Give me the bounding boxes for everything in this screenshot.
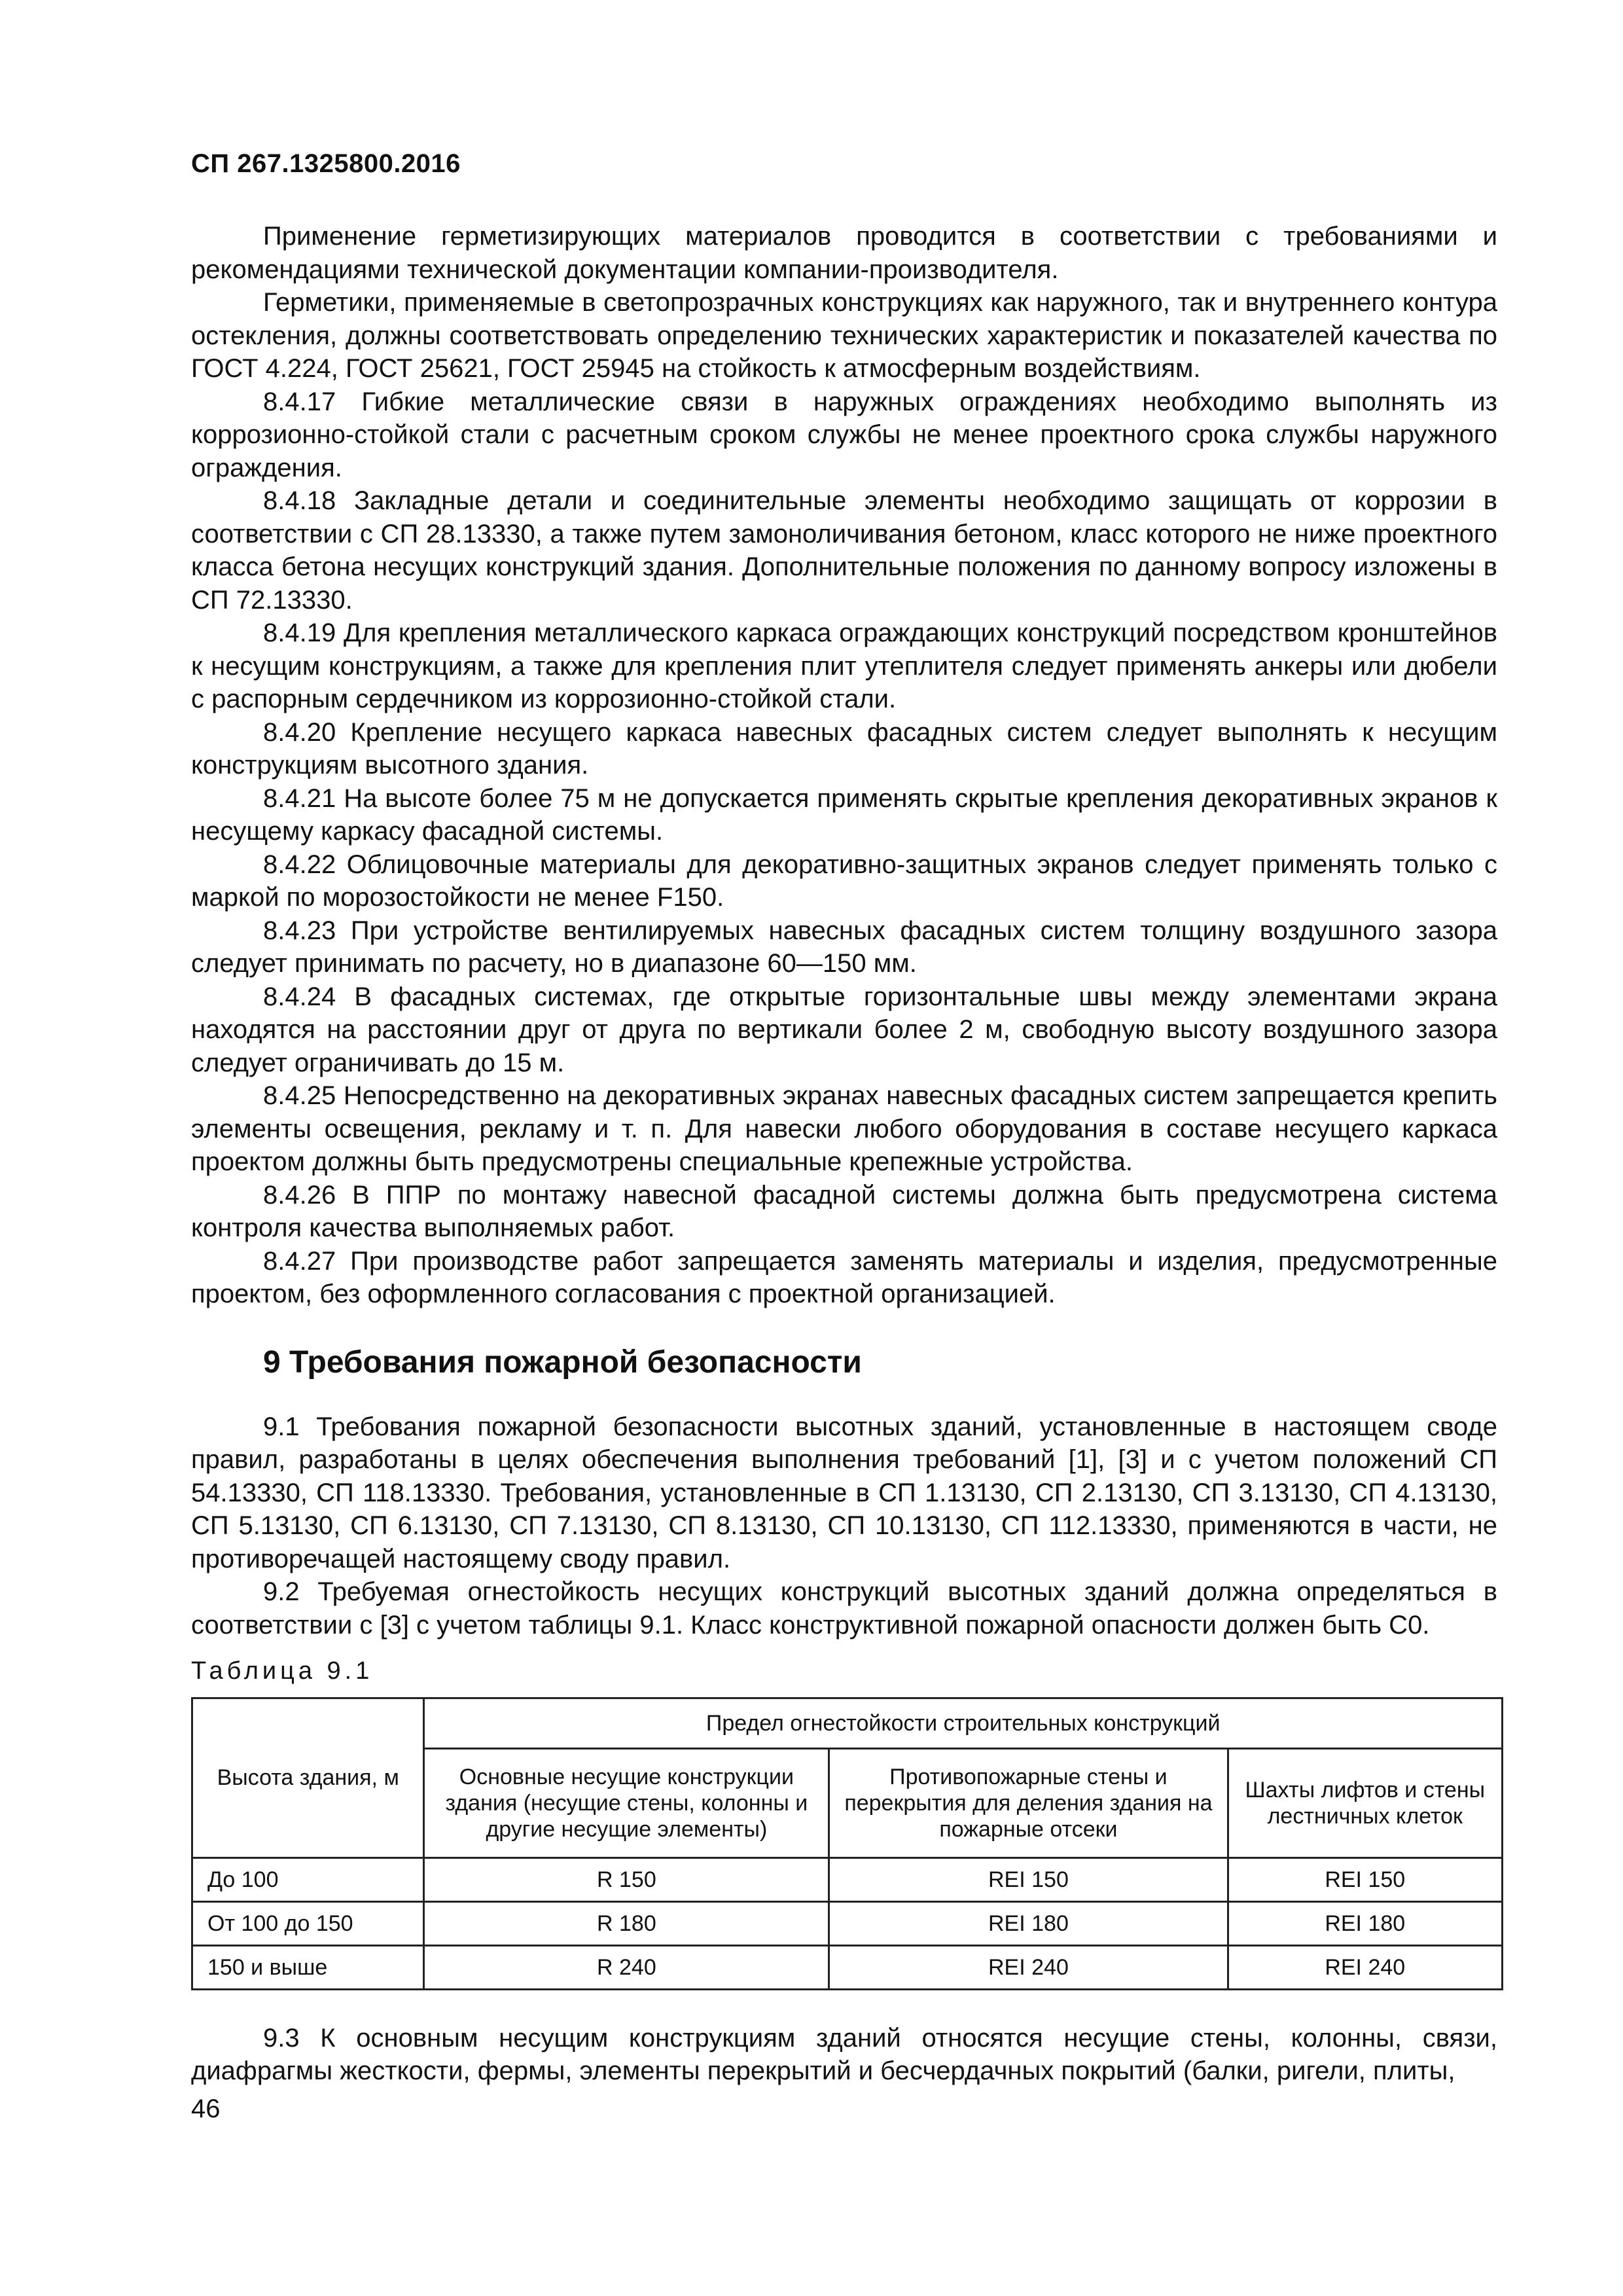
table-cell: REI 150	[829, 1857, 1228, 1901]
paragraph-8-4-23: 8.4.23 При устройстве вентилируемых навесных фасадных систем толщину воздушного зазора следует принимать по расчету, но в диапазоне 60—150 мм.	[191, 916, 1497, 978]
column-header-shafts: Шахты лифтов и стены лестничных клеток	[1228, 1748, 1502, 1857]
table-row	[192, 1901, 1503, 1945]
table-cell: 150 и выше	[192, 1945, 424, 1989]
table-cell: REI 240	[1228, 1945, 1502, 1989]
table-cell: R 240	[424, 1945, 829, 1989]
paragraph: Герметики, применяемые в светопрозрачных конструкциях как наружного, так и внутреннего контура остекления, должны соответствовать определению технических характеристик и показателей качества по ГОСТ 4.224, ГОСТ 25621, ГОСТ 25945 на стойкость к атмосферным воздействиям.	[191, 288, 1497, 383]
page-number: 46	[191, 2094, 221, 2123]
paragraph-8-4-27: 8.4.27 При производстве работ запрещается заменять материалы и изделия, предусмотренные проектом, без оформленного согласования с проектной организацией.	[191, 1246, 1497, 1308]
paragraph-8-4-26: 8.4.26 В ППР по монтажу навесной фасадной системы должна быть предусмотрена система контроля качества выполняемых работ.	[191, 1180, 1497, 1242]
table-cell: REI 180	[1228, 1901, 1502, 1945]
table-cell: R 180	[424, 1901, 829, 1945]
table-row	[192, 1945, 1503, 1989]
table-cell: REI 150	[1228, 1857, 1502, 1901]
paragraph-8-4-25: 8.4.25 Непосредственно на декоративных экранах навесных фасадных систем запрещается крепить элементы освещения, рекламу и т. п. Для навески любого оборудования в составе несущего каркаса проектом должны быть предусмотрены специальные крепежные устройства.	[191, 1081, 1497, 1176]
table-caption: Таблица 9.1	[191, 1657, 374, 1685]
paragraph-8-4-24: 8.4.24 В фасадных системах, где открытые горизонтальные швы между элементами экрана находятся на расстоянии друг от друга по вертикали более 2 м, свободную высоту воздушного зазора следует ограничивать до 15 м.	[191, 982, 1497, 1077]
paragraph-8-4-19: 8.4.19 Для крепления металлического каркаса ограждающих конструкций посредством кронштейнов к несущим конструкциям, а также для крепления плит утеплителя следует применять анкеры или дюбели с распорным сердечником из коррозионно-стойкой стали.	[191, 619, 1497, 713]
paragraph-8-4-22: 8.4.22 Облицовочные материалы для декоративно-защитных экранов следует применять только с маркой по морозостойкости не менее F150.	[191, 850, 1497, 912]
paragraph-9-3: 9.3 К основным несущим конструкциям зданий относятся несущие стены, колонны, связи, диафрагмы жесткости, фермы, элементы перекрытий и бесчердачных покрытий (балки, ригели, плиты,	[191, 2023, 1497, 2085]
column-group-header: Предел огнестойкости строительных конструкций	[424, 1698, 1503, 1748]
column-header-height: Высота здания, м	[192, 1698, 424, 1857]
table-cell: REI 180	[829, 1901, 1228, 1945]
fire-resistance-table	[191, 1697, 1503, 1990]
paragraph-9-1: 9.1 Требования пожарной безопасности высотных зданий, установленные в настоящем своде правил, разработаны в целях обеспечения выполнения требований [1], [3] и с учетом положений СП 54.13330, СП 118.13330. Требования, установленные в СП 1.13130, СП 2.13130, СП 3.13130, СП 4.13130, СП 5.13130, СП 6.13130, СП 7.13130, СП 8.13130, СП 10.13130, СП 112.13330, применяются в части, не противоречащей настоящему своду правил.	[191, 1412, 1497, 1573]
paragraph-8-4-21: 8.4.21 На высоте более 75 м не допускается применять скрытые крепления декоративных экранов к несущему каркасу фасадной системы.	[191, 783, 1497, 846]
paragraph-8-4-20: 8.4.20 Крепление несущего каркаса навесных фасадных систем следует выполнять к несущим конструкциям высотного здания.	[191, 717, 1497, 780]
body-text	[191, 220, 1497, 2088]
table-cell: REI 240	[829, 1945, 1228, 1989]
table-cell: От 100 до 150	[192, 1901, 424, 1945]
table-row	[192, 1857, 1503, 1901]
document-header: СП 267.1325800.2016	[191, 149, 461, 178]
column-header-firewalls: Противопожарные стены и перекрытия для деления здания на пожарные отсеки	[829, 1748, 1228, 1857]
paragraph-8-4-17: 8.4.17 Гибкие металлические связи в наружных ограждениях необходимо выполнять из коррозионно-стойкой стали с расчетным сроком службы не менее проектного срока службы наружного ограждения.	[191, 387, 1497, 482]
table-cell: До 100	[192, 1857, 424, 1901]
table-cell: R 150	[424, 1857, 829, 1901]
paragraph: Применение герметизирующих материалов проводится в соответствии с требованиями и рекомендациями технической документации компании-производителя.	[191, 222, 1497, 284]
section-title: 9 Требования пожарной безопасности	[263, 1344, 862, 1380]
paragraph-8-4-18: 8.4.18 Закладные детали и соединительные элементы необходимо защищать от коррозии в соответствии с СП 28.13330, а также путем замоноличивания бетоном, класс которого не ниже проектного класса бетона несущих конструкций здания. Дополнительные положения по данному вопросу изложены в СП 72.13330.	[191, 486, 1497, 615]
column-header-load-bearing: Основные несущие конструкции здания (несущие стены, колонны и другие несущие элементы)	[424, 1748, 829, 1857]
paragraph-9-2: 9.2 Требуемая огнестойкость несущих конструкций высотных зданий должна определяться в соответствии с [3] с учетом таблицы 9.1. Класс конструктивной пожарной опасности должен быть С0.	[191, 1577, 1497, 1640]
